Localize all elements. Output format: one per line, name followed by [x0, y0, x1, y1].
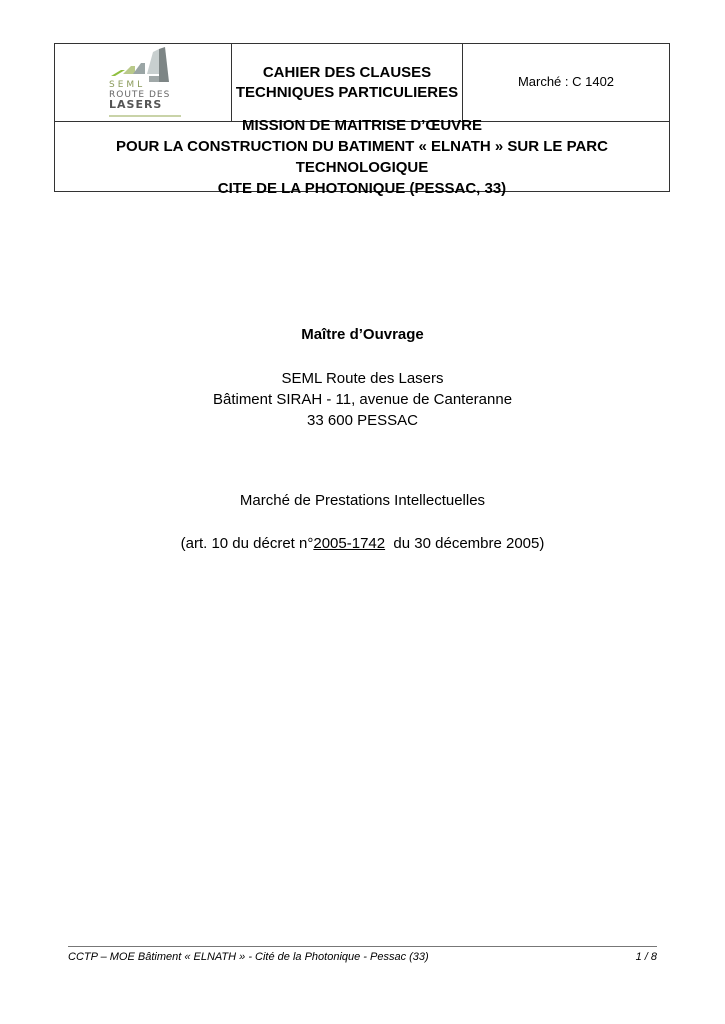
- maitre-ouvrage-heading: Maître d’Ouvrage: [301, 326, 424, 343]
- address-block: [0, 368, 725, 431]
- legal-suffix: du 30 décembre 2005): [385, 535, 545, 552]
- mission-line-1: MISSION DE MAITRISE D’ŒUVRE: [241, 116, 483, 134]
- mission-line-2: POUR LA CONSTRUCTION DU BATIMENT « ELNATH » SUR LE PARC TECHNOLOGIQUE: [116, 137, 608, 176]
- header-row-top: [55, 44, 669, 122]
- legal-reference: [0, 535, 725, 552]
- footer-document-ref: CCTP – MOE Bâtiment « ELNATH » - Cité de la Photonique - Pessac (33): [68, 951, 429, 963]
- legal-prefix: (art. 10 du décret n°: [180, 535, 314, 552]
- mission-line-3: CITE DE LA PHOTONIQUE (PESSAC, 33): [217, 179, 507, 197]
- logo-lasers-text: LASERS: [109, 98, 163, 111]
- logo-cell: [55, 44, 232, 121]
- marche-number: [463, 44, 669, 121]
- footer-divider: [68, 946, 657, 947]
- header-table: [54, 43, 670, 197]
- document-title: [232, 44, 463, 121]
- logo-underline: [109, 115, 181, 117]
- address-line-3: 33 600 PESSAC: [307, 412, 418, 429]
- decree-link[interactable]: 2005-1742: [313, 535, 386, 552]
- marche-number-text: Marché : C 1402: [517, 74, 615, 89]
- marche-type: Marché de Prestations Intellectuelles: [239, 492, 486, 509]
- address-line-2: Bâtiment SIRAH - 11, avenue de Canteranne: [212, 391, 513, 408]
- title-line-2: TECHNIQUES PARTICULIERES: [235, 83, 459, 101]
- logo-seml-text: SEML: [109, 80, 146, 90]
- mission-title: [55, 116, 669, 197]
- footer-page-number: 1 / 8: [635, 951, 657, 963]
- logo-route-text: ROUTE DES: [109, 90, 171, 100]
- title-line-1: CAHIER DES CLAUSES: [262, 63, 432, 81]
- address-line-1: SEML Route des Lasers: [281, 370, 444, 387]
- logo-text: [109, 80, 170, 110]
